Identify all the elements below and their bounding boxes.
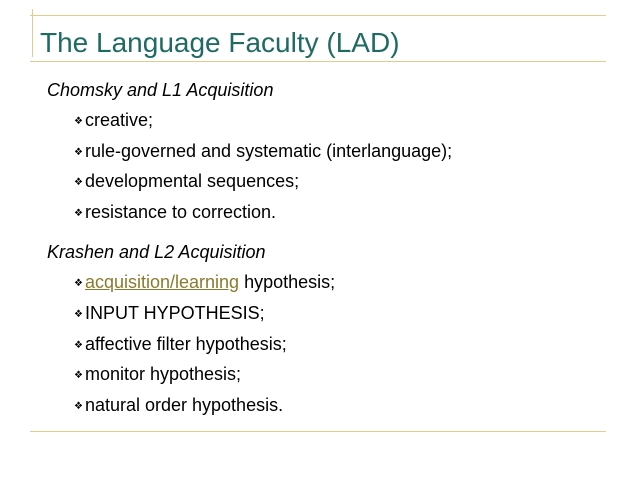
item-text: monitor hypothesis;: [84, 364, 242, 385]
diamond-bullet-icon: ❖: [74, 370, 83, 382]
section-heading: Chomsky and L1 Acquisition: [47, 80, 274, 100]
list-item: [74, 391, 607, 422]
diamond-bullet-icon: ❖: [74, 207, 83, 219]
section-heading: Krashen and L2 Acquisition: [47, 242, 266, 263]
diamond-bullet-icon: ❖: [74, 146, 83, 158]
title-divider: [30, 61, 606, 62]
list-item: [74, 330, 607, 361]
bullet-list: [47, 268, 607, 421]
top-divider: [30, 15, 606, 16]
acquisition-learning-link[interactable]: acquisition/learning: [84, 272, 240, 293]
diamond-bullet-icon: ❖: [74, 400, 83, 412]
diamond-bullet-icon: ❖: [74, 308, 83, 320]
list-item: [74, 268, 607, 299]
diamond-bullet-icon: ❖: [74, 339, 83, 351]
list-item: [74, 106, 607, 137]
item-text: hypothesis;: [239, 272, 336, 293]
item-text: rule-governed and systematic (interlanguage);: [84, 140, 453, 161]
bottom-divider: [30, 431, 606, 432]
list-item: [74, 137, 607, 168]
list-item: [74, 299, 607, 330]
section-krashen: [47, 240, 607, 421]
item-text: natural order hypothesis.: [84, 394, 284, 415]
slide-title: The Language Faculty (LAD): [40, 27, 400, 58]
list-item: [74, 360, 607, 391]
item-text: resistance to correction.: [84, 201, 277, 222]
diamond-bullet-icon: ❖: [74, 177, 83, 189]
list-item: [74, 167, 607, 198]
item-text: developmental sequences;: [84, 171, 300, 192]
list-item: [74, 198, 607, 229]
item-text: creative;: [84, 110, 153, 130]
item-text: affective filter hypothesis;: [84, 333, 287, 354]
item-text: INPUT HYPOTHESIS;: [84, 302, 265, 323]
slide-content: [47, 78, 607, 421]
diamond-bullet-icon: ❖: [74, 278, 83, 290]
bullet-list: [47, 106, 607, 228]
title-accent-bar: [32, 9, 33, 57]
section-chomsky: [47, 78, 607, 228]
diamond-bullet-icon: ❖: [74, 116, 83, 127]
